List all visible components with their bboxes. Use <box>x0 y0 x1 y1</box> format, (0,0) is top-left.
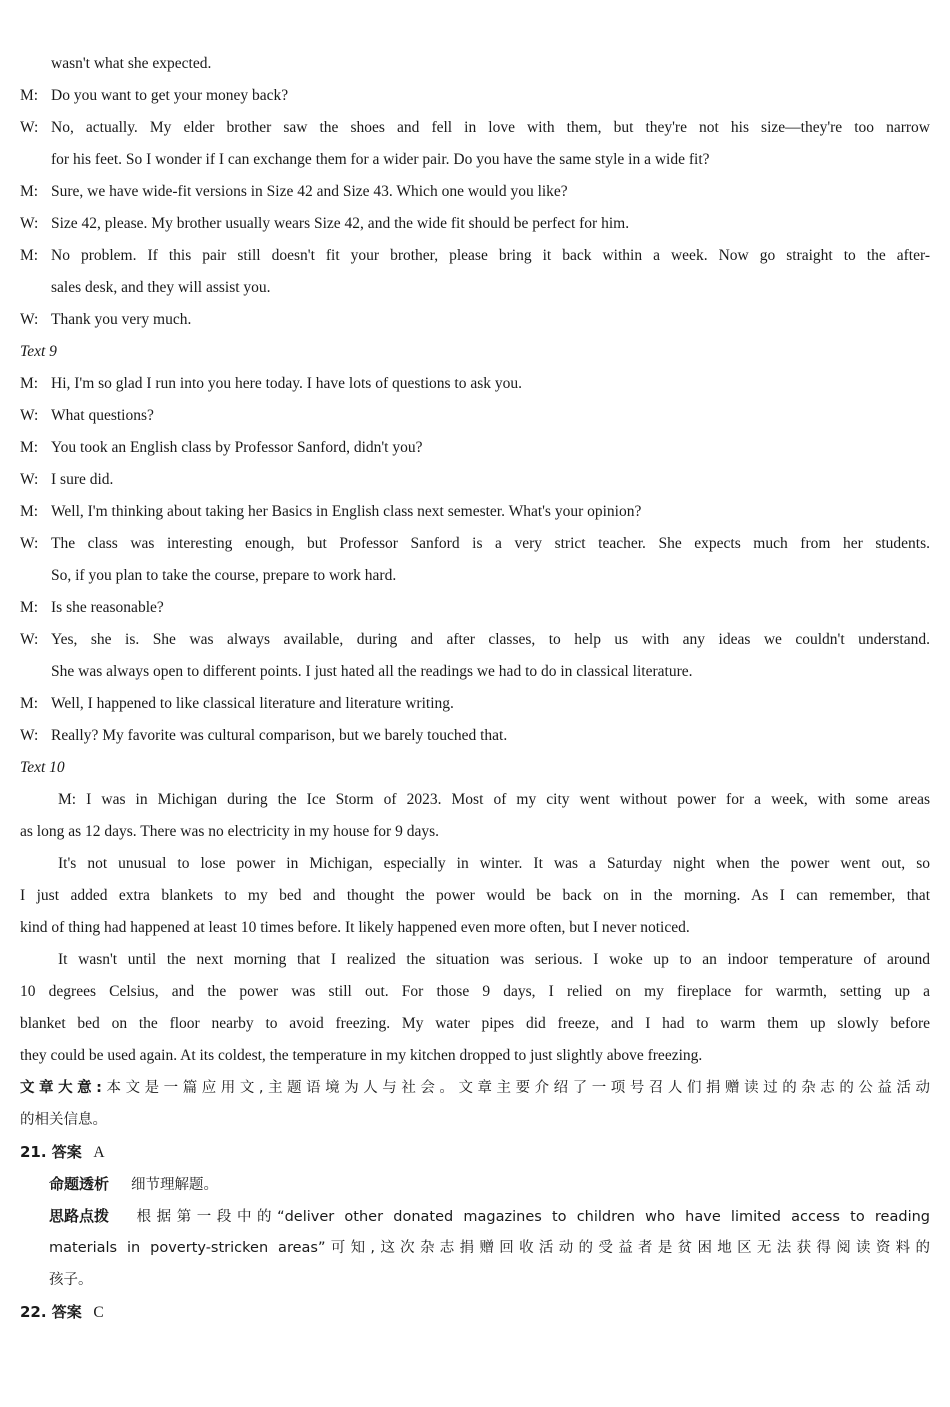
dialogue-line <box>20 592 930 624</box>
q21-analysis-line <box>20 1168 930 1200</box>
dialogue-text: What questions? <box>51 407 154 424</box>
text10-title-line <box>20 752 930 784</box>
q22-answer-line <box>20 1296 930 1328</box>
dialogue-line <box>20 624 930 656</box>
q22-answer: C <box>93 1304 104 1321</box>
dialogue-text: Well, I happened to like classical literature and literature writing. <box>51 695 454 712</box>
passage-line: kind of thing had happened at least 10 times before. It likely happened even more often, but I never noticed. <box>20 919 690 936</box>
dialogue-line <box>20 80 930 112</box>
cropped-text-fragment <box>30 1330 210 1336</box>
dialogue-line <box>20 144 930 176</box>
dialogue-line <box>20 688 930 720</box>
text8-tail: wasn't what she expected. <box>51 55 212 72</box>
dialogue-line <box>20 176 930 208</box>
dialogue-text: You took an English class by Professor Sanford, didn't you? <box>51 439 423 456</box>
dialogue-line <box>20 496 930 528</box>
dialogue-text: Really? My favorite was cultural comparison, but we barely touched that. <box>51 727 508 744</box>
document-page <box>20 48 930 1328</box>
speaker-label: W: <box>20 311 39 328</box>
summary-label: 文章大意: <box>20 1080 102 1096</box>
speaker-label: W: <box>20 215 39 232</box>
passage-line: as long as 12 days. There was no electricity in my house for 9 days. <box>20 823 439 840</box>
speaker-label: W: <box>20 471 39 488</box>
speaker-label: W: <box>20 119 39 136</box>
text9-title: Text 9 <box>20 343 57 360</box>
text10-title: Text 10 <box>20 759 65 776</box>
speaker-label: M: <box>20 695 39 712</box>
speaker-label: W: <box>20 535 39 552</box>
passage-line: they could be used again. At its coldest, the temperature in my kitchen dropped to just slightly above freezing. <box>20 1047 703 1064</box>
dialogue-line <box>20 400 930 432</box>
dialogue-line <box>20 720 930 752</box>
dialogue-text: No problem. If this pair still doesn't fit your brother, please bring it back within a week. Now go straight to the after- <box>51 247 930 264</box>
passage-line: I just added extra blankets to my bed and thought the power would be back on in the morning. As I can remember, that <box>20 887 930 904</box>
dialogue-line <box>20 208 930 240</box>
q21-answer-line <box>20 1136 930 1168</box>
dialogue-line <box>20 112 930 144</box>
dialogue-text: Well, I'm thinking about taking her Basics in English class next semester. What's your opinion? <box>51 503 642 520</box>
text8-dialogue <box>20 80 930 336</box>
speaker-label: W: <box>20 727 39 744</box>
dialogue-line <box>20 528 930 560</box>
q21-hint-text-3: 孩子。 <box>49 1272 93 1288</box>
text10-passage <box>20 784 930 1072</box>
dialogue-line <box>20 560 930 592</box>
dialogue-text: Do you want to get your money back? <box>51 87 289 104</box>
speaker-label: M: <box>20 599 39 616</box>
dialogue-text: Hi, I'm so glad I run into you here today. I have lots of questions to ask you. <box>51 375 523 392</box>
q21-answer: A <box>93 1144 105 1161</box>
summary-line-1 <box>20 1072 930 1104</box>
dialogue-text: Thank you very much. <box>51 311 192 328</box>
speaker-label: W: <box>20 407 39 424</box>
q21-number: 21. 答案 <box>20 1143 82 1161</box>
passage-line: It wasn't until the next morning that I realized the situation was serious. I woke up to an indoor temperature of around <box>58 951 930 968</box>
dialogue-text: No, actually. My elder brother saw the shoes and fell in love with them, but they're not his size—they're too narrow <box>51 119 930 136</box>
speaker-label: M: <box>20 183 39 200</box>
dialogue-text: I sure did. <box>51 471 114 488</box>
dialogue-text: So, if you plan to take the course, prepare to work hard. <box>51 567 397 584</box>
dialogue-text: for his feet. So I wonder if I can exchange them for a wider pair. Do you have the same style in a wide fit? <box>51 151 710 168</box>
speaker-label: M: <box>20 247 39 264</box>
summary-text-1: 本文是一篇应用文,主题语境为人与社会。文章主要介绍了一项号召人们捐赠读过的杂志的公益活动 <box>101 1080 930 1096</box>
text9-dialogue <box>20 368 930 752</box>
q22-number: 22. 答案 <box>20 1303 82 1321</box>
dialogue-line <box>20 304 930 336</box>
q21-hint-text-2: materials in poverty-stricken areas”可知,这次杂志捐赠回收活动的受益者是贫困地区无法获得阅读资料的 <box>49 1240 930 1256</box>
passage-line: 10 degrees Celsius, and the power was still out. For those 9 days, I relied on my fireplace for warmth, setting up a <box>20 983 930 1000</box>
dialogue-text: Sure, we have wide-fit versions in Size 42 and Size 43. Which one would you like? <box>51 183 568 200</box>
q21-hint-line-3 <box>20 1264 930 1296</box>
speaker-label: M: <box>20 503 39 520</box>
speaker-label: M: <box>20 87 39 104</box>
dialogue-line <box>20 656 930 688</box>
summary-line-2 <box>20 1104 930 1136</box>
text8-tail-line <box>20 48 930 80</box>
dialogue-text: Yes, she is. She was always available, during and after classes, to help us with any ideas we couldn't understand. <box>51 631 930 648</box>
speaker-label: M: <box>20 439 39 456</box>
dialogue-text: sales desk, and they will assist you. <box>51 279 271 296</box>
speaker-label: M: <box>20 375 39 392</box>
dialogue-text: Size 42, please. My brother usually wears Size 42, and the wide fit should be perfect for him. <box>51 215 630 232</box>
dialogue-line <box>20 240 930 272</box>
dialogue-text: The class was interesting enough, but Professor Sanford is a very strict teacher. She expects much from her students. <box>51 535 930 552</box>
text9-title-line <box>20 336 930 368</box>
q21-hint-text-1: 根据第一段中的“deliver other donated magazines to children who have limited access to reading <box>131 1209 930 1225</box>
dialogue-line <box>20 368 930 400</box>
q21-hint-line-1 <box>20 1200 930 1232</box>
q21-analysis: 细节理解题。 <box>131 1177 219 1193</box>
speaker-label: W: <box>20 631 39 648</box>
passage-line: M: I was in Michigan during the Ice Storm of 2023. Most of my city went without power for a week, with some areas <box>58 791 930 808</box>
dialogue-line <box>20 272 930 304</box>
q21-hint-line-2 <box>20 1232 930 1264</box>
dialogue-text: She was always open to different points. I just hated all the readings we had to do in classical literature. <box>51 663 693 680</box>
summary-text-2: 的相关信息。 <box>20 1112 107 1128</box>
q21-analysis-label: 命题透析 <box>49 1175 110 1193</box>
q21-hint-label: 思路点拨 <box>49 1207 110 1225</box>
dialogue-line <box>20 432 930 464</box>
dialogue-text: Is she reasonable? <box>51 599 164 616</box>
passage-line: It's not unusual to lose power in Michigan, especially in winter. It was a Saturday night when the power went out, so <box>58 855 930 872</box>
passage-line: blanket bed on the floor nearby to avoid freezing. My water pipes did freeze, and I had to warm them up slowly before <box>20 1015 930 1032</box>
dialogue-line <box>20 464 930 496</box>
